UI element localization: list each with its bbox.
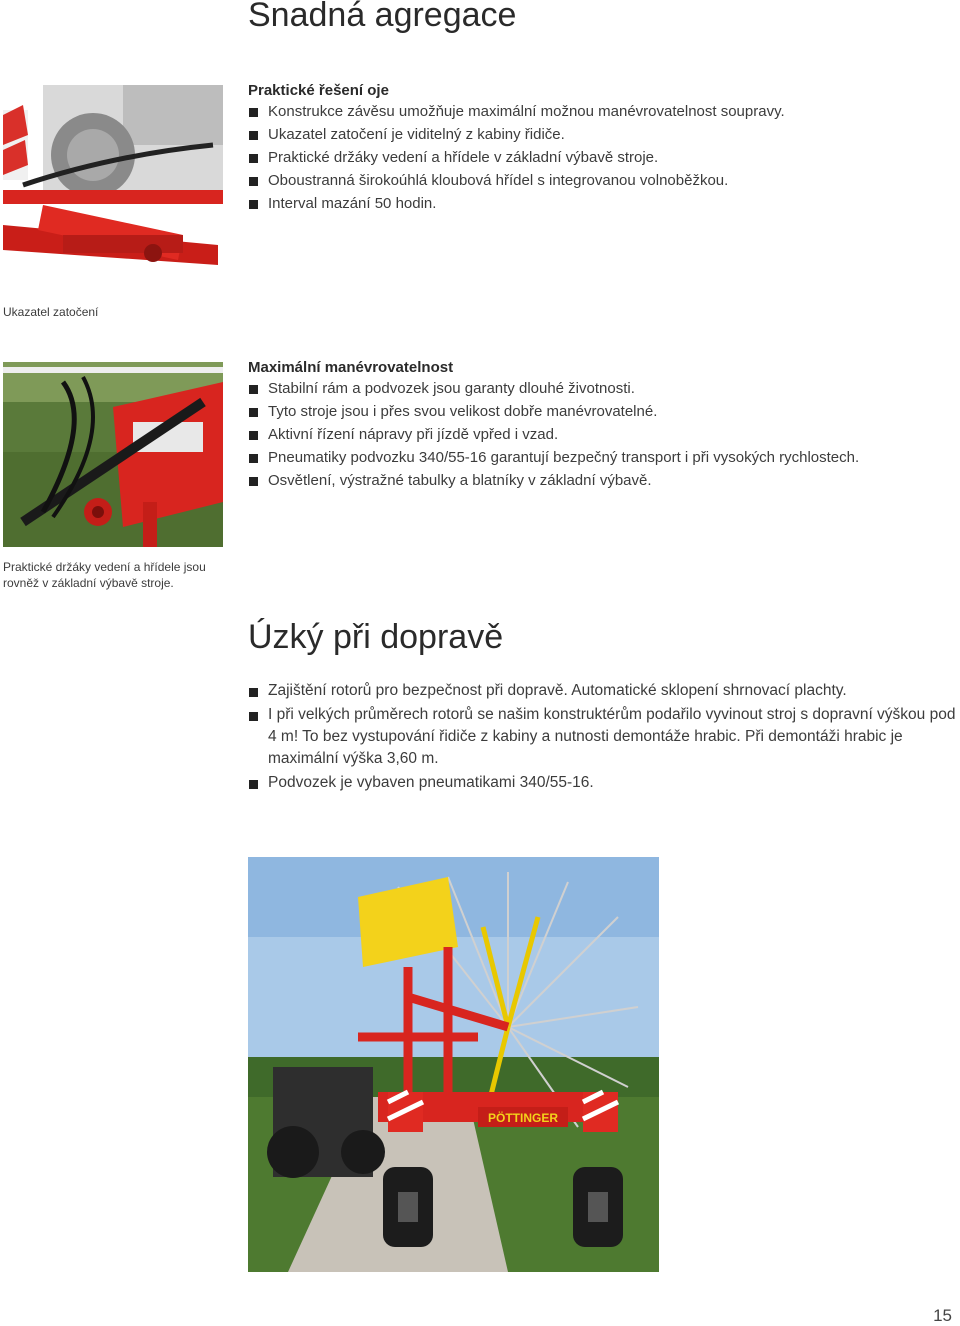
drawbar-illustration [3,85,223,290]
list-item: Pneumatiky podvozku 340/55-16 garantují bezpečný transport i při vysokých rychlostech. [248,446,948,469]
brand-label: PÖTTINGER [487,1111,559,1125]
photo2-caption: Praktické držáky vedení a hřídele jsou rovněž v základní výbavě stroje. [3,560,206,590]
list-item: Zajištění rotorů pro bezpečnost při dopravě. Automatické sklopení shrnovací plachty. [248,680,960,702]
drawbar-photo [3,85,223,290]
section2-block [248,359,948,492]
page-title: Snadná agregace [248,0,517,34]
list-item: Stabilní rám a podvozek jsou garanty dlouhé životnosti. [248,377,948,400]
section3-list [248,680,960,794]
list-item: Interval mazání 50 hodin. [248,192,948,215]
list-item: Praktické držáky vedení a hřídele v základní výbavě stroje. [248,146,948,169]
list-item: I při velkých průměrech rotorů se našim konstruktérům podařilo vyvinout stroj s dopravní výškou pod 4 m! To bez vystupování řidiče z kabiny a nutnosti demontáže hrabic. Při demontáži hrabic je maximální výška 3,60 m. [248,704,960,770]
holders-photo [3,362,223,547]
rake-illustration [248,857,659,1272]
section2-heading: Maximální manévrovatelnost [248,359,454,376]
photo1-caption: Ukazatel zatočení [3,305,99,319]
transport-photo [248,857,659,1272]
list-item: Tyto stroje jsou i přes svou velikost dobře manévrovatelné. [248,400,948,423]
holders-illustration [3,362,223,547]
list-item: Osvětlení, výstražné tabulky a blatníky v základní výbavě. [248,469,948,492]
section1-heading: Praktické řešení oje [248,82,389,99]
section3-block [248,680,960,796]
list-item: Oboustranná širokoúhlá kloubová hřídel s integrovanou volnoběžkou. [248,169,948,192]
section2-list [248,377,948,492]
list-item: Konstrukce závěsu umožňuje maximální možnou manévrovatelnost soupravy. [248,100,948,123]
section3-title: Úzký při dopravě [248,618,504,656]
section1-block [248,82,948,215]
list-item: Ukazatel zatočení je viditelný z kabiny řidiče. [248,123,948,146]
list-item: Podvozek je vybaven pneumatikami 340/55-16. [248,772,960,794]
section1-list [248,100,948,215]
page-number: 15 [933,1306,952,1325]
list-item: Aktivní řízení nápravy při jízdě vpřed i vzad. [248,423,948,446]
